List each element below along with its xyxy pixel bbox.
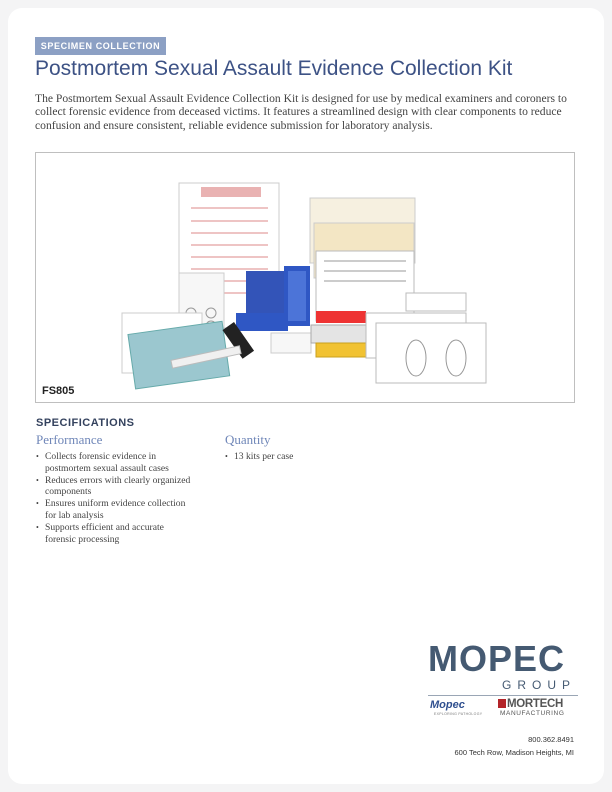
mortech-name: MORTECH: [507, 698, 564, 710]
mopec-sub-tagline: EXPLORING PATHOLOGY: [434, 712, 483, 716]
list-item: • 13 kits per case: [225, 451, 345, 463]
mopec-group-logo: [428, 638, 578, 696]
list-item: • Supports efficient and accurate forensic processing: [36, 522, 196, 546]
category-tag: SPECIMEN COLLECTION: [35, 37, 166, 55]
mortech-logo: [498, 698, 563, 710]
specifications-heading: SPECIFICATIONS: [36, 417, 135, 429]
list-item: • Reduces errors with clearly organized components: [36, 475, 196, 499]
logo-divider: [428, 695, 578, 696]
brand-group: GROUP: [501, 678, 576, 692]
sub-brand-logos: [428, 697, 578, 719]
list-item: • Ensures uniform evidence collection for lab analysis: [36, 498, 196, 522]
performance-column: [36, 432, 196, 545]
contact-block: [454, 733, 574, 759]
mopec-sub-logo: Mopec: [430, 699, 465, 711]
mortech-mark-icon: [498, 699, 506, 708]
address: 600 Tech Row, Madison Heights, MI: [454, 748, 574, 757]
quantity-column: [225, 432, 345, 463]
mortech-tagline: MANUFACTURING: [500, 710, 565, 717]
list-item: • Collects forensic evidence in postmortem sexual assault cases: [36, 451, 196, 475]
intro-paragraph: The Postmortem Sexual Assault Evidence Collection Kit is designed for use by medical examiners and coroners to collect forensic evidence from deceased victims. It features a streamlined design with clear components to reduce confusion and ensure consistent, reliable evidence submission for laboratory analysis.: [35, 92, 567, 132]
kit-contents-illustration: [36, 153, 575, 403]
page-title: Postmortem Sexual Assault Evidence Collection Kit: [35, 57, 513, 80]
product-code: FS805: [42, 385, 75, 397]
quantity-title: Quantity: [225, 432, 271, 447]
performance-title: Performance: [36, 432, 103, 447]
quantity-list: [225, 451, 345, 463]
phone-number: 800.362.8491: [528, 735, 574, 744]
performance-list: [36, 451, 196, 545]
product-photo: [35, 152, 575, 403]
brand-name: MOPEC: [428, 638, 566, 679]
